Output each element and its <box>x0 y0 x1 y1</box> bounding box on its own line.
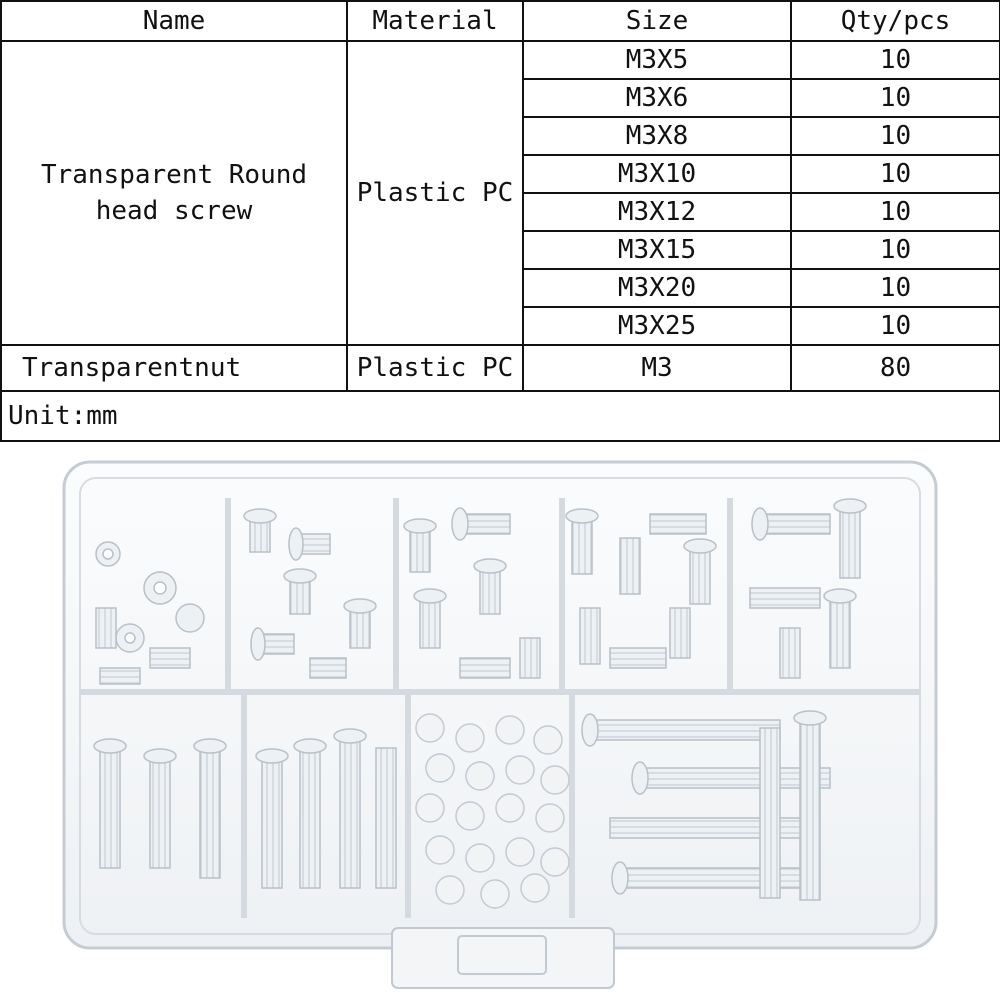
qty-cell: 10 <box>791 41 1000 79</box>
qty-cell: 10 <box>791 79 1000 117</box>
size-cell: M3X10 <box>523 155 791 193</box>
nut-name-cell: Transparentnut <box>1 345 347 391</box>
header-material: Material <box>347 1 523 41</box>
size-cell: M3X5 <box>523 41 791 79</box>
screw-name-line1: Transparent Round <box>40 160 308 190</box>
size-cell: M3X20 <box>523 269 791 307</box>
qty-cell: 10 <box>791 307 1000 345</box>
screws-m3x15 <box>94 739 226 878</box>
nut-qty-cell: 80 <box>791 345 1000 391</box>
screw-material-cell: Plastic PC <box>347 41 523 345</box>
nut-size-cell: M3 <box>523 345 791 391</box>
nut-row <box>1 345 1000 391</box>
table-row <box>1 41 1000 79</box>
unit-row <box>1 391 1000 441</box>
size-cell: M3X12 <box>523 193 791 231</box>
header-size: Size <box>523 1 791 41</box>
qty-cell: 10 <box>791 269 1000 307</box>
header-qty: Qty/pcs <box>791 1 1000 41</box>
unit-note: Unit:mm <box>1 391 1000 441</box>
size-cell: M3X8 <box>523 117 791 155</box>
size-cell: M3X15 <box>523 231 791 269</box>
qty-cell: 10 <box>791 155 1000 193</box>
qty-cell: 10 <box>791 117 1000 155</box>
qty-cell: 10 <box>791 231 1000 269</box>
header-name: Name <box>1 1 347 41</box>
size-cell: M3X6 <box>523 79 791 117</box>
size-cell: M3X25 <box>523 307 791 345</box>
product-photo <box>0 458 1000 1000</box>
nut-material-cell: Plastic PC <box>347 345 523 391</box>
screw-name-cell <box>1 41 347 345</box>
screw-name-line2: head screw <box>95 196 253 226</box>
header-row <box>1 1 1000 41</box>
qty-cell: 10 <box>791 193 1000 231</box>
spec-table <box>0 0 1000 442</box>
